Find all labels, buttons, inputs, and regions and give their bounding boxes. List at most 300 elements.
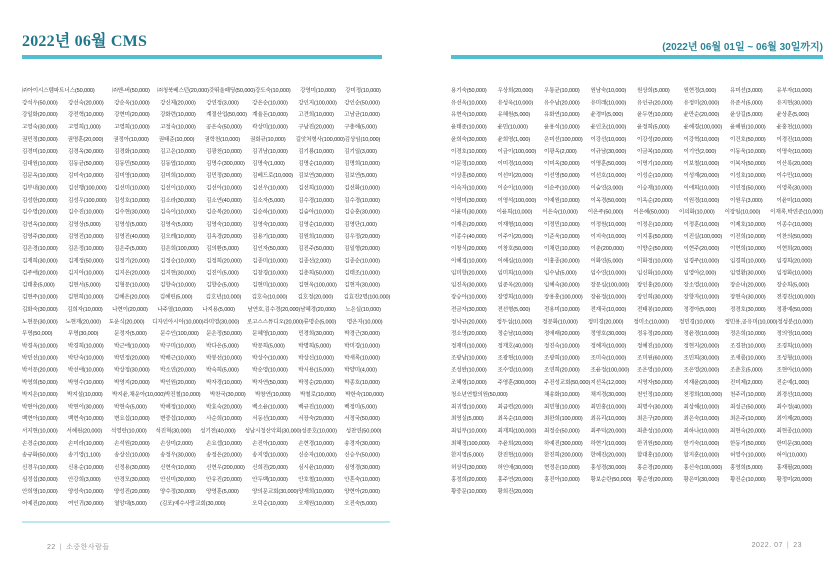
donor-entry: 박명희(5,000)	[298, 342, 331, 349]
donor-entry: 채송화(10,000)	[544, 390, 580, 398]
donor-entry: 이성호(10,000)	[730, 172, 766, 179]
donor-entry: 정미경(20,000)	[587, 318, 624, 325]
donor-row	[451, 108, 823, 120]
donor-entry: 최명수(30,000)	[637, 403, 673, 410]
donor-row	[451, 448, 823, 460]
donor-entry: 이원우(3,000)	[730, 196, 763, 203]
donor-row	[451, 254, 823, 266]
donor-entry: 조은영(10,000)	[637, 366, 673, 373]
donor-entry: 이진실(100,000)	[683, 233, 723, 240]
donor-entry: 박현아(20,000)	[22, 403, 58, 410]
donor-entry: 김혜린(5,000)	[159, 293, 193, 301]
donor-entry: 구남진(20,000)	[298, 123, 334, 130]
donor-entry: 장문심(100,000)	[590, 281, 630, 288]
donor-entry: 조혜형(10,000)	[451, 378, 487, 386]
donor-entry: 이정원(10,000)	[590, 220, 627, 228]
donor-entry: 양수정(30,000)	[160, 488, 196, 495]
donor-entry: 김수영(20,000)	[22, 208, 58, 215]
donor-entry: 최민형(10,000)	[544, 403, 580, 410]
donor-entry: 이연정(50,000)	[730, 184, 766, 191]
page-title: 2022년 06월 CMS	[22, 33, 148, 50]
donor-entry: 김경화(10,000)	[114, 148, 150, 155]
donor-entry: 박순영(10,000)	[252, 366, 288, 373]
donor-entry: 최주덕(20,000)	[590, 427, 627, 434]
donor-entry: 이진희(10,000)	[730, 233, 766, 240]
donor-entry: 이화연(5,000)	[590, 257, 624, 264]
donor-entry: 김소자(5,000)	[252, 196, 285, 203]
donor-entry: 안강희(3,000)	[68, 476, 101, 483]
donor-entry: 손진아(10,000)	[252, 439, 288, 446]
donor-entry: 박민정(20,000)	[114, 354, 150, 361]
donor-entry: 박배근(10,000)	[160, 354, 196, 361]
donor-entry: 오진숙(5,000)	[344, 500, 377, 507]
donor-entry: 노은실(10,000)	[345, 305, 381, 313]
donor-entry: 홍주연(20,000)	[497, 476, 534, 483]
donor-row	[22, 315, 390, 327]
donor-entry: 김명숙(1,000)	[252, 160, 285, 167]
donor-entry: 김순복(20,000)	[206, 208, 242, 215]
donor-row	[22, 412, 390, 424]
donor-entry: 이미경(10,000)	[497, 160, 534, 167]
donor-row	[22, 145, 390, 157]
donor-entry: 박영지(20,000)	[114, 378, 150, 386]
donor-entry: 김진이(5,000)	[206, 269, 239, 276]
donor-entry: 김귀남(10,000)	[252, 148, 288, 155]
donor-entry: 지재윤(20,000)	[683, 378, 720, 386]
donor-entry: 오재원(10,000)	[298, 500, 334, 507]
donor-entry: 최혜정(100,000)	[451, 439, 490, 446]
donor-entry: 변요섭(10,000)	[114, 415, 150, 422]
donor-entry: 이수민(10,000)	[776, 172, 813, 179]
donor-entry: 송경자(30,000)	[344, 439, 380, 446]
donor-entry: 고영희(10,000)	[114, 123, 150, 130]
donor-entry: 허인애(30,000)	[497, 463, 534, 471]
donor-entry: 정애래(20,000)	[544, 330, 580, 337]
donor-entry: 윤정희(5,000)	[637, 123, 670, 130]
donor-entry: 김영진(40,000)	[114, 233, 150, 240]
donor-entry: 박양미(4,000)	[344, 366, 377, 373]
donor-entry: 김현옥(100,000)	[298, 281, 337, 288]
donor-entry: 이혜심(10,000)	[497, 257, 534, 264]
donor-entry: 이향순(50,000)	[637, 245, 673, 252]
donor-entry: 이숙자(10,000)	[451, 184, 487, 191]
donor-row	[22, 157, 390, 169]
donor-entry: 박인원(20,000)	[160, 378, 196, 386]
donor-entry: 김순하(10,000)	[252, 208, 288, 215]
donor-entry: 김재정(50,000)	[68, 257, 104, 264]
donor-entry: 김선우(10,000)	[252, 184, 288, 191]
donor-entry: 정혜자(10,000)	[590, 342, 627, 349]
donor-entry: 황정미(20,000)	[776, 476, 813, 483]
donor-entry: 심정섭(30,000)	[22, 476, 58, 483]
donor-entry: 김은경(10,000)	[22, 245, 58, 252]
donor-entry: 권회규(10,000)	[249, 135, 286, 143]
donor-entry: 김용기(10,000)	[252, 233, 288, 240]
donor-entry: 이정민(10,000)	[544, 220, 580, 228]
donor-row	[22, 96, 390, 108]
donor-entry: 김현자(30,000)	[344, 281, 380, 288]
donor-entry: 정현지(20,000)	[683, 342, 720, 349]
donor-entry: 박한숙(100,000)	[345, 390, 384, 398]
donor-entry: 이재형(10,000)	[497, 220, 534, 228]
donor-entry: 김태조(10,000)	[344, 269, 380, 276]
donor-row	[22, 254, 390, 266]
donor-entry: 김우정(20,000)	[344, 233, 380, 240]
donor-entry: 유미선(3,000)	[730, 87, 763, 94]
donor-entry: 김지아(10,000)	[68, 269, 104, 276]
donor-row	[22, 303, 390, 315]
donor-entry: 유혜원(5,000)	[497, 111, 531, 118]
donor-entry: 김영숙(10,000)	[206, 220, 242, 228]
donor-entry: 이은혜(50,000)	[633, 208, 669, 215]
donor-entry: 고정숙(10,000)	[160, 123, 196, 130]
donor-row	[451, 230, 823, 242]
donor-row	[451, 461, 823, 473]
donor-entry: 임수남(5,000)	[544, 269, 577, 276]
donor-entry: 김경옥(30,000)	[68, 148, 104, 155]
donor-entry: 김수현(30,000)	[114, 208, 150, 215]
donor-entry: 무명(50,000)	[22, 330, 53, 337]
donor-entry: 안호철(10,000)	[298, 476, 334, 483]
donor-row	[451, 169, 823, 181]
donor-entry: 윤희숙(30,000)	[451, 135, 487, 143]
donor-entry: 최현종(10,000)	[776, 427, 813, 434]
donor-entry: 장인홍(20,000)	[637, 281, 673, 288]
donor-entry: 권정아(10,000)	[113, 135, 149, 143]
donor-entry: 유성욱(10,000)	[497, 99, 534, 106]
donor-entry: 강미정(10,000)	[345, 87, 381, 94]
donor-entry: 조은영(20,000)	[683, 366, 720, 373]
donor-entry: 최춘성(10,000)	[637, 427, 673, 434]
donor-entry: 정두섭(10,000)	[496, 318, 533, 325]
donor-entry: 최현숙(20,000)	[730, 427, 766, 434]
donor-row	[22, 218, 390, 230]
donor-entry: 백규진(10,000)	[298, 403, 334, 410]
donor-entry: 박종호(10,000)	[344, 378, 380, 386]
donor-entry: 김태훈(5,000)	[22, 281, 55, 288]
donor-entry: 송지영(10,000)	[252, 451, 288, 458]
donor-entry: 최이제(20,000)	[776, 415, 813, 422]
donor-entry: 정진숙(10,000)	[544, 342, 580, 349]
donor-list-left-page	[22, 84, 390, 511]
donor-row	[451, 278, 823, 290]
donor-entry: 이채린(10,000)	[544, 245, 580, 252]
donor-entry: 강현미(20,000)	[114, 111, 150, 118]
donor-entry: 서지현(10,000)	[22, 427, 58, 434]
donor-entry: 김현희(10,000)	[67, 293, 104, 301]
donor-row	[22, 84, 390, 96]
donor-entry: 전용미(10,000)	[544, 305, 580, 313]
donor-entry: 이애희(10,000)	[683, 184, 720, 191]
donor-entry: 안유진(20,000)	[206, 476, 242, 483]
donor-entry: 강일화(20,000)	[22, 111, 58, 118]
donor-entry: 허이(10,000)	[776, 451, 807, 458]
donor-entry: 정의영(10,000)	[776, 330, 813, 337]
donor-entry: 박효숙(20,000)	[206, 403, 242, 410]
donor-entry: 조새롬(10,000)	[730, 354, 766, 361]
donor-entry: 하예진(300,000)	[544, 439, 583, 446]
donor-entry: 우상희(20,000)	[497, 87, 534, 94]
donor-entry: 박자경(10,000)	[206, 378, 242, 386]
donor-entry: 김은주(5,000)	[114, 245, 147, 252]
donor-entry: 고영숙(30,000)	[22, 123, 58, 130]
donor-entry: 장소영(10,000)	[683, 281, 720, 288]
donor-entry: 김문옥(10,000)	[22, 172, 58, 179]
donor-entry: 박영수(10,000)	[68, 378, 104, 386]
donor-entry: 장승아(10,000)	[451, 293, 487, 301]
donor-entry: 이의화(10,000)	[678, 208, 715, 215]
donor-entry: 디자인아시아(10,000)	[152, 318, 204, 325]
donor-list-right-inner	[451, 84, 823, 497]
donor-entry: 박경근(30,000)	[344, 330, 380, 337]
donor-entry: 박경옥(10,000)	[22, 342, 58, 349]
donor-entry: 윤두현(10,000)	[637, 111, 673, 118]
donor-entry: 황은미(30,000)	[683, 476, 720, 483]
donor-entry: 이영미(30,000)	[451, 196, 487, 203]
donor-entry: 주영훈(300,000)	[497, 378, 537, 386]
donor-entry: 이강선(10,000)	[590, 135, 627, 143]
donor-entry: 김현주(10,000)	[22, 293, 58, 301]
donor-entry: 김호숙(10,000)	[251, 293, 288, 301]
donor-entry: 김지은(20,000)	[114, 269, 150, 276]
donor-entry: 김오례(10,000)	[160, 233, 196, 240]
donor-row	[451, 315, 823, 327]
donor-entry: 백소윤(10,000)	[252, 403, 288, 410]
donor-row	[22, 193, 390, 205]
donor-entry: 길앗처형사(100,000)	[295, 135, 345, 143]
donor-entry: 허영수(10,000)	[730, 451, 766, 458]
donor-entry: 여인귀(30,000)	[68, 500, 104, 507]
donor-entry: 정문화(10,000)	[542, 318, 578, 325]
donor-entry: 조미숙(10,000)	[590, 354, 627, 361]
donor-row	[22, 448, 390, 460]
donor-row	[22, 351, 390, 363]
donor-entry: 송상신(10,000)	[114, 451, 150, 458]
donor-entry: 조미원(60,000)	[637, 354, 673, 361]
donor-entry: 이윤미(10,000)	[776, 196, 813, 203]
donor-entry: 송기영(1,100)	[68, 451, 101, 458]
donor-entry: 이현주(20,000)	[683, 245, 720, 252]
donor-entry: 문정자(5,000)	[114, 330, 147, 337]
donor-entry: 이창호(50,000)	[497, 245, 534, 252]
donor-entry: 김선미(10,000)	[114, 184, 150, 191]
donor-entry: 계절산업(50,000)	[206, 111, 248, 118]
donor-entry: 김선희(10,000)	[298, 184, 334, 191]
donor-entry: 성찬연(50,000)	[345, 427, 382, 434]
donor-list-left-inner	[22, 84, 390, 509]
donor-entry: 김미희(10,000)	[160, 172, 196, 179]
donor-entry: 조성형(10,000)	[776, 354, 813, 361]
donor-row	[22, 485, 390, 497]
donor-entry: 김화숙(30,000)	[22, 305, 58, 313]
donor-entry: 이옥경(50,000)	[590, 196, 627, 203]
donor-entry: 이명숙(10,000)	[776, 148, 813, 155]
header-accent-bar-left	[22, 55, 382, 59]
donor-entry: 김수진(10,000)	[68, 208, 104, 215]
donor-row	[451, 376, 823, 388]
donor-entry: 김영성(5,000)	[114, 220, 147, 228]
donor-entry: 홍진아(10,000)	[544, 476, 580, 483]
donor-entry: 강도숙(10,000)	[254, 87, 291, 94]
donor-entry: 김선아(10,000)	[206, 184, 242, 191]
donor-entry: 원남숙(10,000)	[590, 87, 627, 94]
donor-entry: 이윤희(10,000)	[496, 208, 533, 215]
donor-entry: 이지홍(50,000)	[637, 233, 673, 240]
donor-entry: 김창경(10,000)	[252, 269, 288, 276]
donor-entry: 황중문(10,000)	[451, 488, 487, 495]
donor-entry: 신정용(30,000)	[114, 463, 150, 471]
donor-entry: 정민용,공유미(10,000)	[724, 318, 778, 325]
donor-entry: 유인규(20,000)	[637, 99, 673, 106]
donor-entry: 김영숙(5,000)	[160, 220, 193, 228]
donor-entry: 송정우(30,000)	[160, 451, 196, 458]
donor-entry: 안혼숙(10,000)	[344, 476, 380, 483]
donor-entry: 이종수(40,000)	[451, 233, 487, 240]
donor-entry: 이화정(10,000)	[637, 257, 673, 264]
donor-entry: 최완희(100,000)	[544, 415, 583, 422]
donor-entry: 최하나(10,000)	[683, 427, 720, 434]
donor-entry: 홍영희(5,000)	[730, 463, 763, 471]
donor-entry: 안두백(10,000)	[252, 476, 288, 483]
donor-entry: 박시용(15,000)	[298, 366, 334, 373]
donor-entry: 김베드로(10,000)	[252, 172, 294, 179]
donor-row	[22, 242, 390, 254]
donor-entry: 서혜원(20,000)	[66, 427, 103, 434]
donor-entry: 양성숙(10,000)	[68, 488, 104, 495]
donor-entry: 우통균(10,000)	[544, 87, 580, 94]
donor-entry: 임미향(20,000)	[451, 269, 487, 276]
donor-entry: 박상수(10,000)	[252, 354, 288, 361]
donor-entry: 이현희(20,000)	[776, 245, 813, 252]
donor-entry: 신희진(20,000)	[252, 463, 288, 471]
donor-entry: 최유리(10,000)	[590, 415, 627, 422]
donor-entry: 유미래(10,000)	[590, 99, 627, 106]
donor-entry: 김재희(30,000)	[22, 257, 58, 264]
donor-entry: 김기룡(10,000)	[298, 148, 334, 155]
donor-entry: 한미문(30,000)	[776, 439, 813, 446]
donor-entry: 박철로(10,000)	[300, 390, 336, 398]
donor-entry: 정영호(30,000)	[590, 330, 627, 337]
donor-entry: 박구미(10,000)	[160, 342, 196, 349]
donor-entry: 박찬국(30,000)	[210, 390, 246, 398]
donor-row	[22, 120, 390, 132]
donor-entry: 조현아(10,000)	[776, 366, 813, 373]
donor-entry: 김호정(20,000)	[297, 293, 334, 301]
donor-entry: 곽상미(10,000)	[252, 123, 288, 130]
donor-entry: 임수연(10,000)	[590, 269, 627, 276]
donor-row	[451, 436, 823, 448]
donor-entry: 서동선(10,000)	[252, 415, 288, 422]
donor-entry: 이경진(10,000)	[776, 135, 813, 143]
donor-entry: 이문정(10,000)	[451, 160, 487, 167]
donor-entry: 남연호,김수경(20,000)	[247, 305, 301, 313]
donor-entry: 강석우(50,000)	[22, 99, 58, 106]
donor-entry: 박혜정(10,000)	[160, 403, 196, 410]
donor-entry: 손상미(2,000)	[160, 439, 193, 446]
donor-entry: 김미영(10,000)	[114, 172, 150, 179]
donor-entry: 로고스스튜디오(20,000)	[246, 318, 304, 325]
donor-entry: 이규남(30,000)	[590, 148, 627, 155]
donor-entry: 김보연(30,000)	[298, 172, 334, 179]
donor-row	[22, 108, 390, 120]
donor-entry: 이경호(10,000)	[451, 148, 487, 155]
donor-entry: 김경미(10,000)	[22, 148, 58, 155]
donor-entry: 김동엽(10,000)	[160, 160, 196, 167]
footer-divider: |	[59, 544, 63, 551]
donor-entry: 심영경(30,000)	[344, 463, 380, 471]
donor-entry: 김영진(10,000)	[68, 233, 104, 240]
donor-entry: 박정순(20,000)	[298, 378, 334, 386]
donor-entry: 이슬연(3,000)	[590, 184, 624, 191]
donor-entry: 최은주(10,000)	[730, 415, 766, 422]
donor-entry: 허상덕(30,000)	[451, 463, 487, 471]
donor-entry: 한혜진(20,000)	[590, 451, 627, 458]
donor-entry: 양재희(10,000)	[298, 488, 334, 495]
donor-entry: 김진주(50,000)	[298, 245, 334, 252]
donor-entry: 이광옥(2,000)	[544, 148, 577, 155]
donor-entry: 이은주(50,000)	[587, 208, 624, 215]
donor-entry: 정경아(5,000)	[683, 305, 717, 313]
donor-entry: 이윤미(30,000)	[451, 208, 487, 215]
donor-entry: 이종수(10,000)	[776, 220, 813, 228]
donor-entry: 정경호(30,000)	[730, 305, 766, 313]
donor-entry: 박민선(10,000)	[22, 354, 58, 361]
donor-entry: 조민희(30,000)	[683, 354, 720, 361]
donor-entry: 박단숙(10,000)	[68, 354, 104, 361]
donor-entry: 채지경(30,000)	[590, 390, 627, 398]
donor-entry: 양성진(20,000)	[114, 488, 150, 495]
donor-entry: 유화연(10,000)	[544, 111, 580, 118]
donor-entry: 이정훈(10,000)	[683, 220, 720, 228]
donor-entry: 최금련(20,000)	[497, 403, 534, 410]
donor-entry: 임신화(10,000)	[637, 269, 673, 276]
donor-entry: 김수경(10,000)	[344, 196, 380, 203]
donor-row	[451, 242, 823, 254]
donor-entry: 김희자(10,000)	[67, 305, 103, 313]
donor-entry: 김수경(10,000)	[298, 196, 334, 203]
donor-entry: 천정희(100,000)	[683, 390, 723, 398]
donor-entry: 갓뛰울패딩(50,000)	[208, 87, 255, 94]
donor-entry: 박문희(5,000)	[252, 342, 285, 349]
donor-entry: 지영자(50,000)	[637, 378, 673, 386]
donor-entry: 김소연(40,000)	[206, 196, 242, 203]
donor-row	[451, 339, 823, 351]
donor-entry: 함대훈(10,000)	[637, 451, 673, 458]
donor-entry: 양영훈(5,000)	[206, 488, 239, 495]
donor-entry: 최옥순(10,000)	[497, 415, 534, 422]
donor-entry: 김상임(10,000)	[344, 135, 381, 143]
donor-entry: 이성재(20,000)	[683, 172, 720, 179]
donor-row	[451, 388, 823, 400]
donor-entry: 백현아(10,000)	[22, 415, 58, 422]
donor-entry: 임진옥(30,000)	[451, 281, 487, 288]
donor-entry: 이승재(10,000)	[637, 184, 673, 191]
donor-entry: 열앙대(5,000)	[114, 500, 147, 507]
donor-row	[451, 96, 823, 108]
donor-entry: 김원희(10,000)	[298, 233, 334, 240]
donor-entry: 한진희(200,000)	[544, 451, 583, 458]
donor-entry: 신순자(100,000)	[298, 451, 337, 458]
donor-entry: 임준옥(20,000)	[497, 281, 534, 288]
donor-entry: 유지현(30,000)	[776, 99, 813, 106]
donor-entry: 장영희(10,000)	[497, 293, 534, 301]
donor-row	[451, 193, 823, 205]
donor-entry: 심시윤(10,000)	[298, 463, 334, 471]
donor-entry: 김혜은(20,000)	[113, 293, 150, 301]
donor-entry: 나지용(5,000)	[202, 305, 235, 313]
donor-entry: 천주리(10,000)	[730, 390, 766, 398]
donor-entry: 주진성교회(50,000)	[544, 378, 591, 386]
